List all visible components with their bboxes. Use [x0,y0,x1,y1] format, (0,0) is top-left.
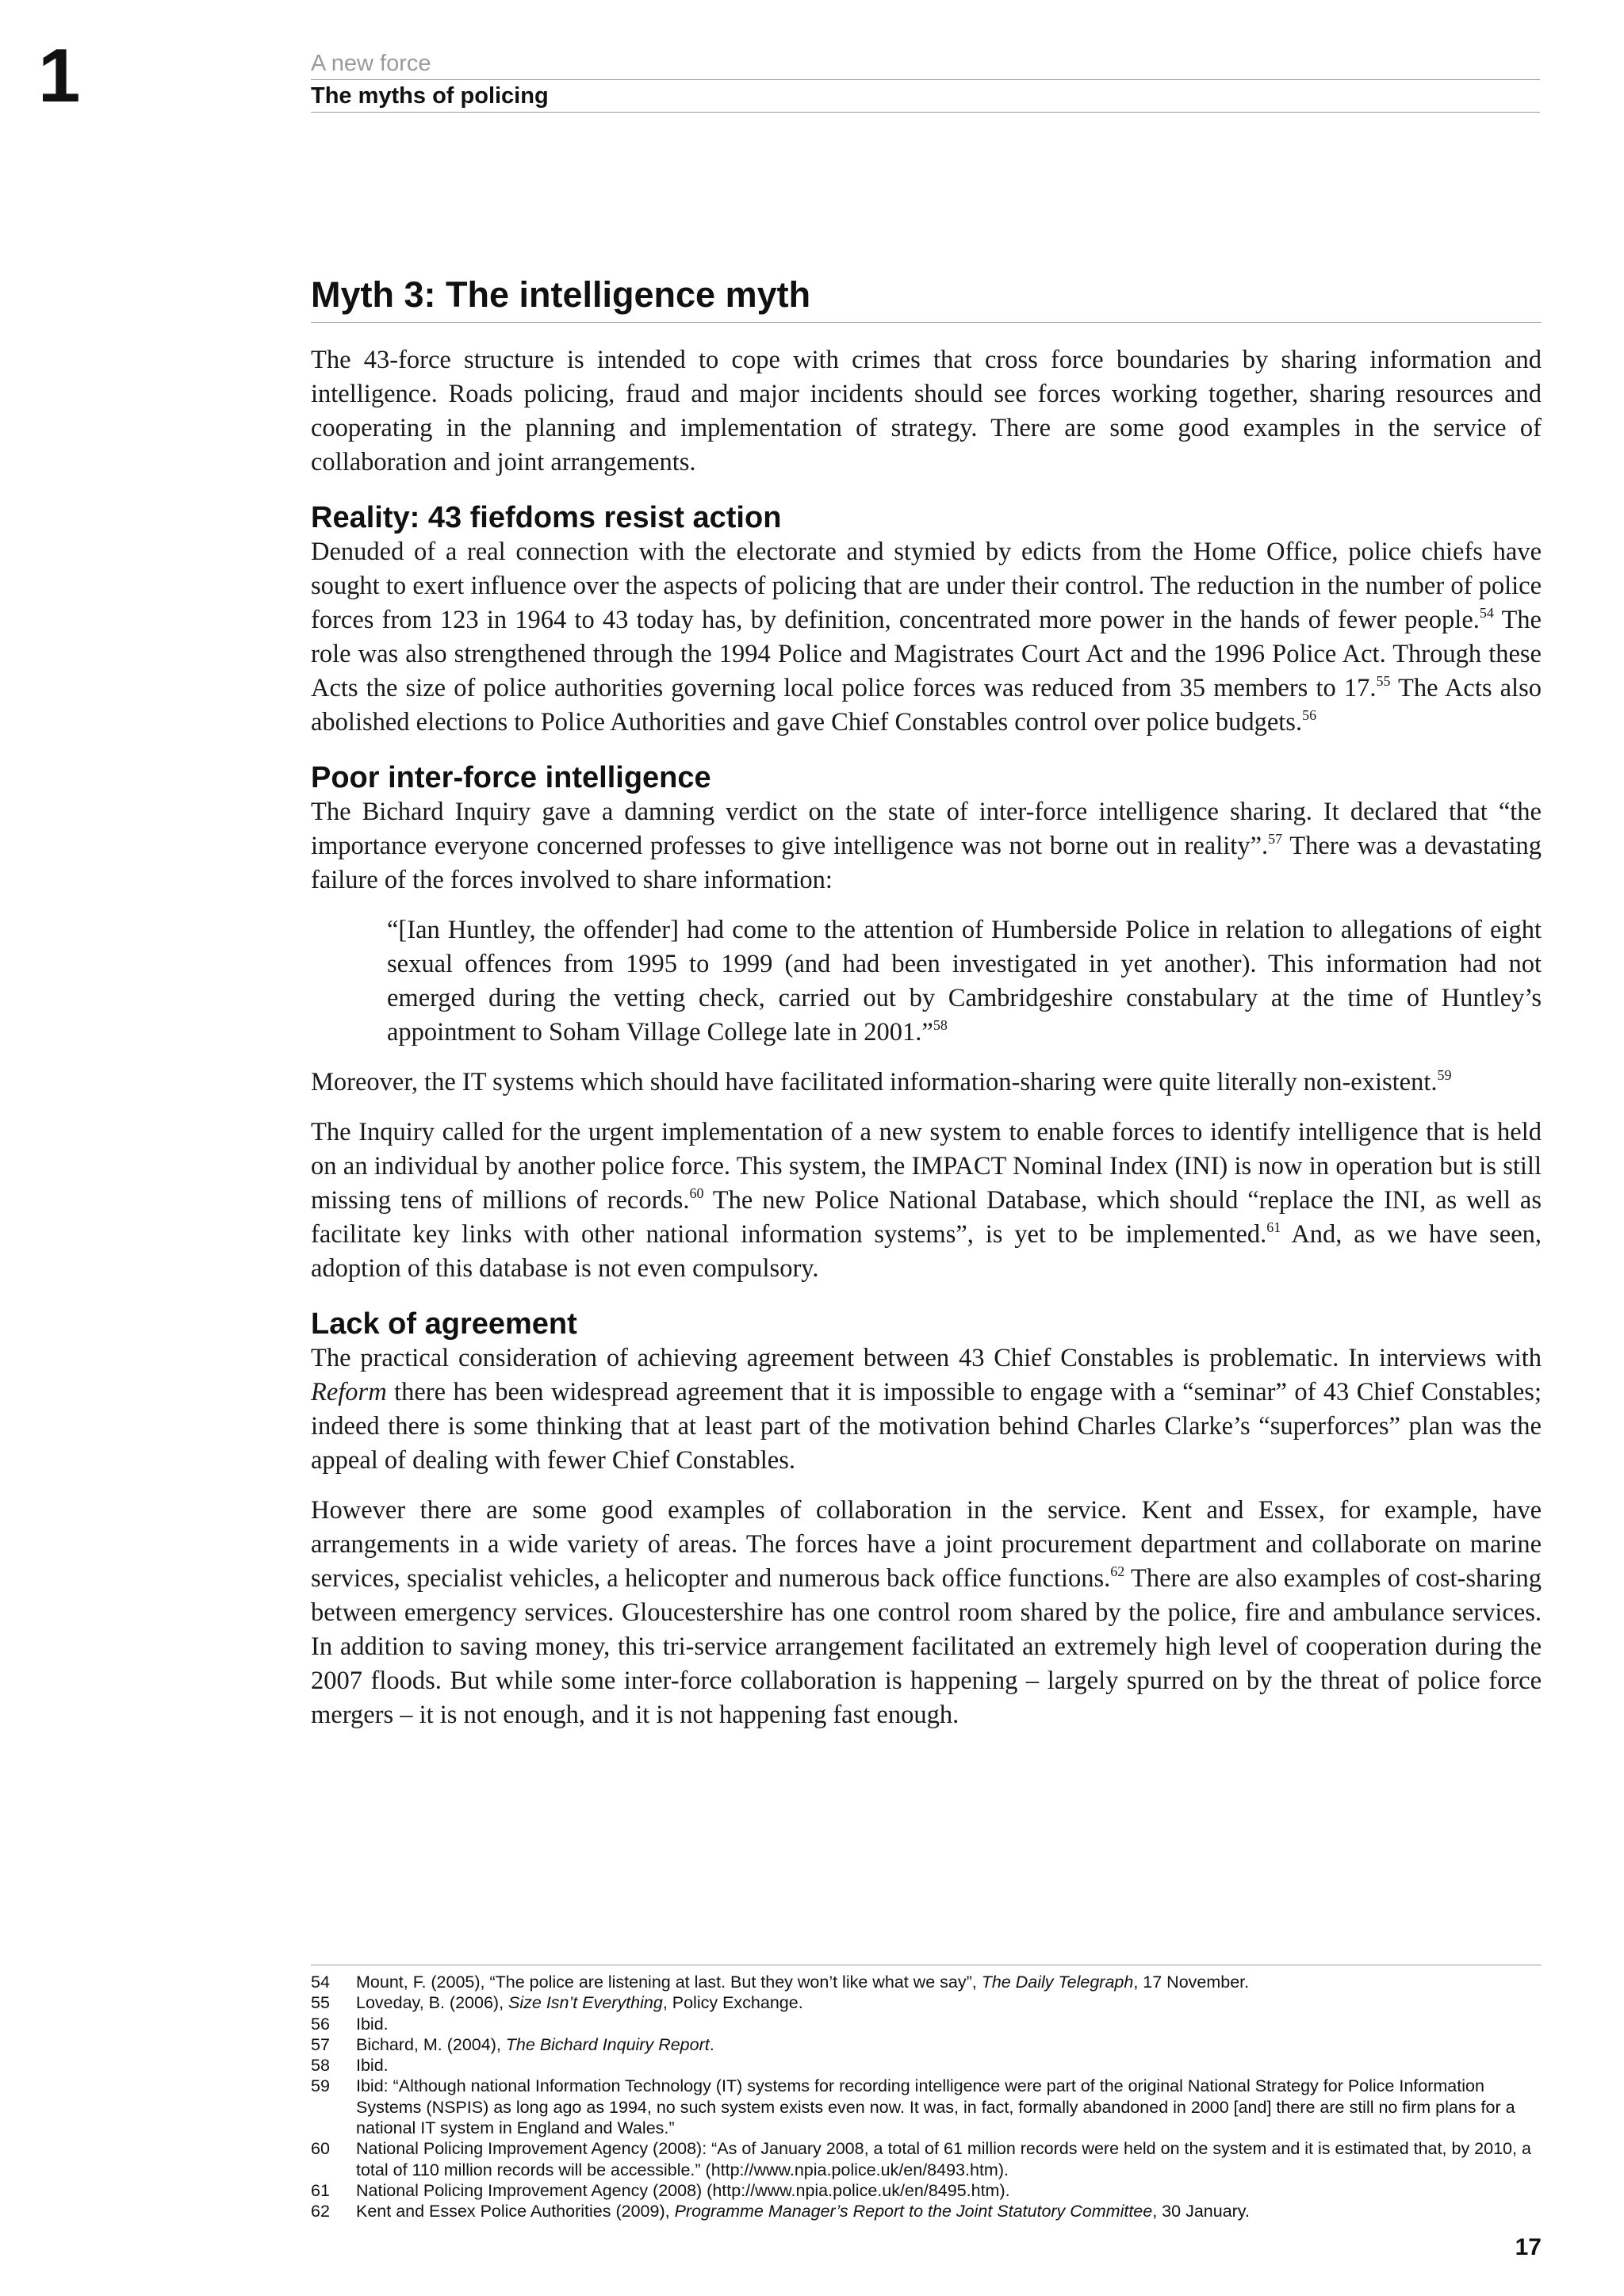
reality-text-2: The role was also strengthened through the 1994 Police and Magistrates Court Act and the 1996 Police Act. Through these Acts the size of police authorities governing local police forces was reduced from 35 members to 17. [311,606,1542,702]
footnote-number: 58 [311,2056,330,2076]
footnote-ref-59[interactable]: 59 [1437,1067,1452,1083]
section-title: Myth 3: The intelligence myth [311,273,1542,323]
it-systems-paragraph [311,1066,1542,1100]
running-header-section: A new force [311,51,1540,80]
inquiry-text-2: The new Police National Database, which should “replace the INI, as well as facilitate key links with other national information systems”, is yet to be implemented. [311,1186,1542,1249]
quote-text: “[Ian Huntley, the offender] had come to the attention of Humberside Police in relation to allegations of eight sexual offences from 1995 to 1999 (and had been investigated in yet another). This information had not emerged during the vetting check, carried out by Cambridgeshire constabulary at the time of Huntley’s appointment to Soham Village College late in 2001.” [387,916,1542,1047]
footnote-text-part: Mount, F. (2005), “The police are listening at last. But they won’t like what we say”, [356,1973,982,1992]
footnote-title-italic: Size Isn’t Everything [508,1993,663,2013]
inquiry-text-1: The Inquiry called for the urgent implementation of a new system to enable forces to identify intelligence that is held on an individual by another police force. This system, the IMPACT Nominal Index (INI) is now in operation but is still missing tens of millions of records. [311,1118,1542,1215]
footnote-text-part: , 30 January. [1152,2202,1250,2221]
footnote-text: Ibid. [356,2056,389,2076]
inquiry-text-3: And, as we have seen, adoption of this database is not even compulsory. [311,1220,1542,1283]
footnote-61 [311,2180,1542,2201]
poor-text-1: The Bichard Inquiry gave a damning verdict on the state of inter-force intelligence sharing. It declared that “the importance everyone concerned professes to give intelligence was not borne out in reality”. [311,798,1542,860]
agreement-text-1: The practical consideration of achieving agreement between 43 Chief Constables is problematic. In interviews with [311,1344,1542,1372]
footnote-54 [311,1972,1542,1992]
reality-heading: Reality: 43 fiefdoms resist action [311,501,782,534]
footnote-text: Ibid. [356,2014,389,2034]
footnote-text: National Policing Improvement Agency (2008): “As of January 2008, a total of 61 million records were held on the system and it is estimated that, by 2010, a total of 110 million records will be accessible.” (http://www.npia.police.uk/en/8493.htm). [356,2139,1531,2179]
collaboration-paragraph [311,1494,1542,1732]
footnote-title-italic: Programme Manager’s Report to the Joint Statutory Committee [674,2202,1153,2221]
running-header-chapter: The myths of policing [311,80,1540,113]
poor-text-2: There was a devastating failure of the forces involved to share information: [311,832,1542,894]
collaboration-text-1: However there are some good examples of collaboration in the service. Kent and Essex, for example, have arrangements in a wide variety of areas. The forces have a joint procurement department and collaborate on marine services, specialist vehicles, a helicopter and numerous back office functions. [311,1496,1542,1593]
footnote-number: 54 [311,1973,330,1992]
footnote-ref-60[interactable]: 60 [689,1185,704,1201]
footnotes [311,1965,1542,2222]
running-header [311,51,1540,113]
main-content [311,273,1542,1732]
agreement-paragraph [311,1341,1542,1478]
footnote-text-part: , 17 November. [1133,1973,1250,1992]
reform-italic: Reform [311,1378,387,1406]
footnote-57 [311,2034,1542,2055]
footnote-60 [311,2138,1542,2180]
inquiry-paragraph [311,1115,1542,1286]
lack-of-agreement-heading: Lack of agreement [311,1307,577,1341]
footnote-ref-62[interactable]: 62 [1110,1563,1125,1579]
footnote-text-part: . [709,2034,714,2054]
footnote-62 [311,2201,1542,2221]
footnote-55 [311,1992,1542,2013]
poor-intelligence-heading: Poor inter-force intelligence [311,761,711,794]
footnote-ref-57[interactable]: 57 [1268,831,1283,847]
footnote-text [356,2034,1542,2055]
footnote-text [356,1972,1542,1992]
footnote-text-part: , Policy Exchange. [662,1993,803,2013]
footnote-58 [311,2055,1542,2076]
footnote-ref-54[interactable]: 54 [1479,605,1494,621]
footnote-number: 61 [311,2180,330,2200]
footnote-number: 62 [311,2202,330,2221]
footnote-number: 57 [311,2034,330,2054]
intro-paragraph: The 43-force structure is intended to cope with crimes that cross force boundaries by sharing information and intelligence. Roads policing, fraud and major incidents should see forces working together, sharing resources and cooperating in the planning and implementation of strategy. There are some good examples in the service of collaboration and joint arrangements. [311,346,1542,476]
footnote-number: 60 [311,2139,330,2159]
block-quote [387,913,1542,1050]
footnote-ref-61[interactable]: 61 [1266,1219,1281,1235]
page-number: 17 [1515,2234,1542,2260]
reality-text-1: Denuded of a real connection with the electorate and stymied by edicts from the Home Office, police chiefs have sought to exert influence over the aspects of policing that are under their control. The reduction in the number of police forces from 123 in 1964 to 43 today has, by definition, concentrated more power in the hands of fewer people. [311,538,1542,634]
footnote-ref-55[interactable]: 55 [1376,673,1391,689]
footnote-number: 56 [311,2014,330,2034]
footnote-ref-58[interactable]: 58 [933,1017,948,1033]
footnote-ref-56[interactable]: 56 [1302,707,1317,723]
footnote-number: 59 [311,2076,330,2096]
reality-text-3: The Acts also abolished elections to Police Authorities and gave Chief Constables control over police budgets. [311,674,1542,737]
collaboration-text-2: There are also examples of cost-sharing between emergency services. Gloucestershire has one control room shared by the police, fire and ambulance services. In addition to saving money, this tri-service arrangement facilitated an extremely high level of cooperation during the 2007 floods. But while some inter-force collaboration is happening – largely spurred on by the threat of police force mergers – it is not enough, and it is not happening fast enough. [311,1564,1542,1729]
footnote-text: Ibid: “Although national Information Technology (IT) systems for recording intelligence were part of the original National Strategy for Police Information Systems (NSPIS) as long ago as 1994, no such system exists even now. It was, in fact, formally abandoned in 2000 [and] there are still no firm plans for a national IT system in England and Wales.” [356,2076,1515,2138]
it-systems-text: Moreover, the IT systems which should have facilitated information-sharing were quite literally non-existent. [311,1068,1438,1096]
footnote-title-italic: The Bichard Inquiry Report [505,2034,710,2054]
poor-intelligence-paragraph [311,795,1542,897]
footnote-text [356,1992,1542,2013]
footnote-text-part: Kent and Essex Police Authorities (2009), [356,2202,675,2221]
footnote-text-part: Bichard, M. (2004), [356,2034,506,2054]
footnote-text: National Policing Improvement Agency (2008) (http://www.npia.police.uk/en/8495.htm). [356,2180,1010,2200]
footnote-56 [311,2014,1542,2034]
reality-paragraph [311,535,1542,740]
footnote-text [356,2201,1542,2221]
footnote-text-part: Loveday, B. (2006), [356,1993,509,2013]
chapter-number: 1 [38,33,81,118]
footnote-title-italic: The Daily Telegraph [981,1973,1134,1992]
footnote-number: 55 [311,1993,330,2013]
agreement-text-2: there has been widespread agreement that it is impossible to engage with a “seminar” of 43 Chief Constables; indeed there is some thinking that at least part of the motivation behind Charles Clarke’s “superforces” plan was the appeal of dealing with fewer Chief Constables. [311,1378,1542,1475]
footnote-59 [311,2076,1542,2138]
